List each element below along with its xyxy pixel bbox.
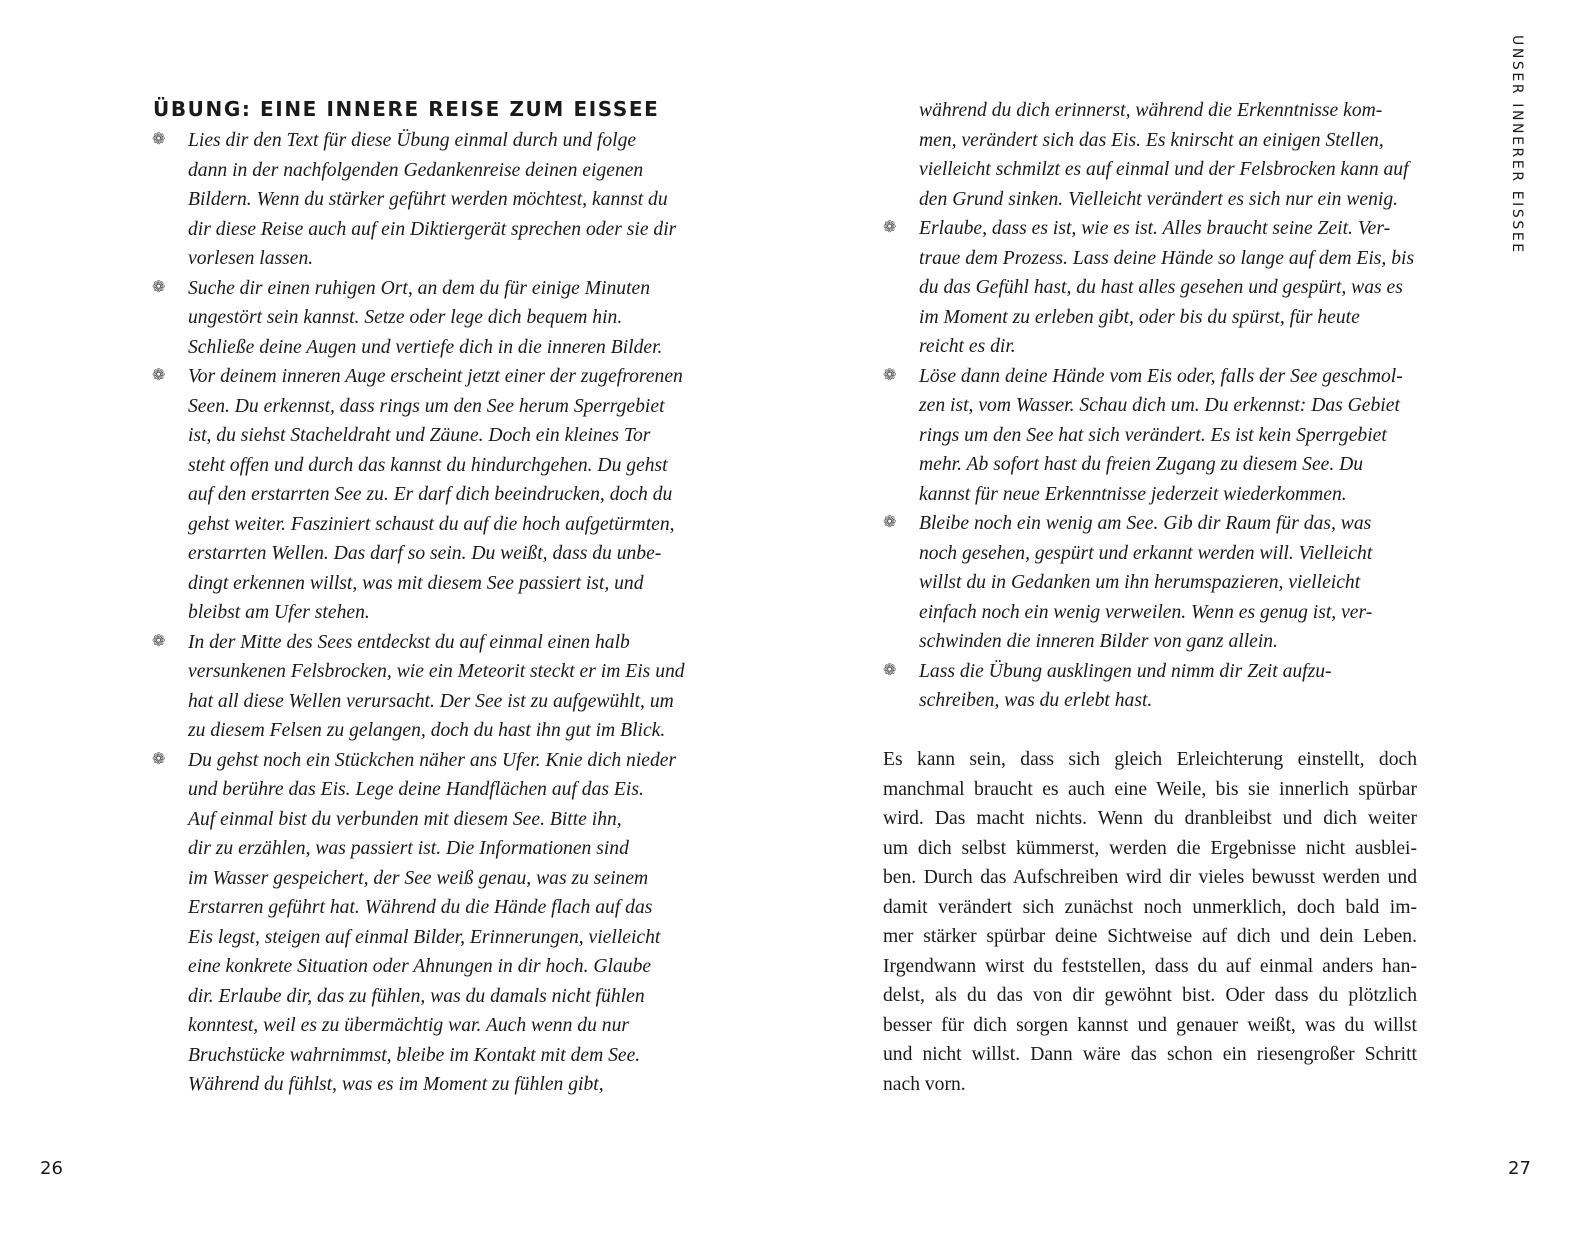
- text-line: erstarrten Wellen. Das darf so sein. Du weißt, dass du unbe-: [188, 543, 662, 564]
- text-line: zu diesem Felsen zu gelangen, doch du hast ihn gut im Blick.: [188, 720, 666, 741]
- text-line: versunkenen Felsbrocken, wie ein Meteorit steckt er im Eis und: [188, 661, 685, 682]
- running-head: UNSER INNERER EISSEE: [1509, 35, 1525, 255]
- text-line: Erstarren geführt hat. Während du die Hände flach auf das: [188, 897, 653, 918]
- text-line: dir diese Reise auch auf ein Diktiergerät sprechen oder sie dir: [188, 218, 677, 240]
- flower-bullet-icon: ❁: [883, 217, 897, 236]
- text-line: ist, du siehst Stacheldraht und Zäune. Doch ein kleines Tor: [188, 425, 651, 446]
- text-line: kannst für neue Erkenntnisse jederzeit wiederkommen.: [919, 483, 1347, 505]
- flower-bullet-icon: ❁: [152, 630, 166, 650]
- text-line: ungestört sein kannst. Setze oder lege dich bequem hin.: [188, 307, 623, 328]
- list-item: [152, 362, 712, 628]
- text-line: noch gesehen, gespürt und erkannt werden will. Vielleicht: [919, 542, 1373, 564]
- list-item: [152, 274, 712, 363]
- paragraph-line: mer stärker spürbar deine Sichtweise auf dich und dein Leben.: [883, 926, 1417, 947]
- text-line: Bruchstücke wahrnimmst, bleibe im Kontakt mit dem See.: [188, 1044, 641, 1066]
- paragraph-line: manchmal braucht es auch eine Weile, bis sie innerlich spürbar: [883, 778, 1417, 800]
- list-item: [152, 126, 712, 274]
- list-item: [152, 628, 712, 746]
- text-line: dir zu erzählen, was passiert ist. Die Informationen sind: [188, 838, 629, 859]
- text-line: schreiben, was du erlebt hast.: [919, 690, 1153, 711]
- paragraph-line: Irgendwann wirst du feststellen, dass du auf einmal anders han-: [883, 955, 1417, 977]
- text-line: Löse dann deine Hände vom Eis oder, falls der See geschmol-: [919, 365, 1403, 387]
- text-line: Während du fühlst, was es im Moment zu fühlen gibt,: [188, 1074, 604, 1095]
- text-line: Auf einmal bist du verbunden mit diesem See. Bitte ihn,: [188, 808, 622, 830]
- text-line: Lass die Übung ausklingen und nimm dir Zeit aufzu-: [919, 660, 1332, 682]
- paragraph-line: besser für dich sorgen kannst und genauer weißt, was du willst: [883, 1014, 1417, 1036]
- text-line: im Moment zu erleben gibt, oder bis du spürst, für heute: [919, 306, 1360, 328]
- text-line: während du dich erinnerst, während die Erkenntnisse kom-: [919, 100, 1383, 121]
- text-line: Bleibe noch ein wenig am See. Gib dir Raum für das, was: [919, 513, 1372, 534]
- text-line: traue dem Prozess. Lass deine Hände so lange auf dem Eis, bis: [919, 247, 1415, 269]
- text-line: konntest, weil es zu übermächtig war. Auch wenn du nur: [188, 1015, 630, 1036]
- left-bullet-list: [152, 126, 712, 1100]
- flower-bullet-icon: ❁: [883, 364, 897, 384]
- paragraph-line: ben. Durch das Aufschreiben wird dir vieles bewusst werden und: [883, 867, 1417, 888]
- exercise-title: ÜBUNG: EINE INNERE REISE ZUM EISSEE: [153, 97, 660, 121]
- paragraph-line: wird. Das macht nichts. Wenn du dranbleibst und dich weiter: [883, 808, 1417, 829]
- flower-bullet-icon: ❁: [883, 512, 897, 531]
- text-line: dann in der nachfolgenden Gedankenreise deinen eigenen: [188, 159, 644, 181]
- flower-bullet-icon: ❁: [883, 659, 897, 679]
- text-line: Erlaube, dass es ist, wie es ist. Alles braucht seine Zeit. Ver-: [919, 218, 1391, 239]
- text-line: steht offen und durch das kannst du hindurchgehen. Du gehst: [188, 454, 668, 476]
- text-line: du das Gefühl hast, du hast alles gesehen und gespürt, was es: [919, 277, 1403, 298]
- text-line: Seen. Du erkennst, dass rings um den See herum Sperrgebiet: [188, 395, 665, 417]
- paragraph-line: nach vorn.: [883, 1073, 966, 1095]
- text-line: men, verändert sich das Eis. Es knirscht an einigen Stellen,: [919, 129, 1384, 151]
- text-line: Du gehst noch ein Stückchen näher ans Ufer. Knie dich nieder: [188, 749, 677, 771]
- text-line: willst du in Gedanken um ihn herumspazieren, vielleicht: [919, 572, 1361, 593]
- text-line: auf den erstarrten See zu. Er darf dich beeindrucken, doch du: [188, 484, 673, 505]
- paragraph-line: und nicht willst. Dann wäre das schon ein riesengroßer Schritt: [883, 1044, 1417, 1065]
- paragraph-line: delst, als du das von dir gewöhnt bist. Oder dass du plötzlich: [883, 985, 1417, 1006]
- text-line: rings um den See hat sich verändert. Es ist kein Sperrgebiet: [919, 424, 1387, 446]
- body-paragraph: [883, 745, 1417, 1099]
- list-item: [883, 509, 1443, 657]
- list-item: [152, 746, 712, 1100]
- text-line: hat all diese Wellen verursacht. Der See ist zu aufgewühlt, um: [188, 690, 674, 712]
- text-line: Eis legst, steigen auf einmal Bilder, Erinnerungen, vielleicht: [188, 926, 661, 948]
- text-line: dir. Erlaube dir, das zu fühlen, was du damals nicht fühlen: [188, 985, 645, 1007]
- page-number-left: 26: [40, 1158, 63, 1179]
- text-line: reicht es dir.: [919, 336, 1016, 357]
- text-line: In der Mitte des Sees entdeckst du auf einmal einen halb: [188, 631, 630, 653]
- text-line: eine konkrete Situation oder Ahnungen in dir hoch. Glaube: [188, 956, 652, 977]
- text-line: gehst weiter. Fasziniert schaust du auf die hoch aufgetürmten,: [188, 513, 675, 535]
- text-line: Schließe deine Augen und vertiefe dich in die inneren Bilder.: [188, 336, 663, 358]
- right-bullet-list: [883, 96, 1443, 716]
- list-item: [883, 362, 1443, 510]
- text-line: den Grund sinken. Vielleicht verändert es sich nur ein wenig.: [919, 188, 1399, 210]
- list-item: [883, 214, 1443, 362]
- page-number-right: 27: [1508, 1158, 1531, 1179]
- text-line: Lies dir den Text für diese Übung einmal durch und folge: [188, 130, 637, 151]
- text-line: Bildern. Wenn du stärker geführt werden möchtest, kannst du: [188, 189, 668, 210]
- list-item: [883, 657, 1443, 716]
- list-item: [883, 96, 1443, 214]
- flower-bullet-icon: ❁: [152, 276, 166, 296]
- text-line: einfach noch ein wenig verweilen. Wenn es genug ist, ver-: [919, 601, 1373, 623]
- text-line: mehr. Ab sofort hast du freien Zugang zu diesem See. Du: [919, 454, 1364, 475]
- text-line: bleibst am Ufer stehen.: [188, 602, 370, 623]
- flower-bullet-icon: ❁: [152, 129, 166, 148]
- text-line: vielleicht schmilzt es auf einmal und der Felsbrocken kann auf: [919, 159, 1409, 180]
- text-line: im Wasser gespeichert, der See weiß genau, was zu seinem: [188, 867, 649, 889]
- paragraph-line: Es kann sein, dass sich gleich Erleichterung einstellt, doch: [883, 749, 1417, 770]
- text-line: Suche dir einen ruhigen Ort, an dem du für einige Minuten: [188, 277, 651, 299]
- text-line: vorlesen lassen.: [188, 248, 314, 269]
- paragraph-line: damit verändert sich zunächst noch unmerklich, doch bald im-: [883, 896, 1417, 918]
- text-line: Vor deinem inneren Auge erscheint jetzt einer der zugefrorenen: [188, 366, 683, 387]
- text-line: zen ist, vom Wasser. Schau dich um. Du erkennst: Das Gebiet: [919, 395, 1400, 416]
- flower-bullet-icon: ❁: [152, 365, 166, 384]
- text-line: schwinden die inneren Bilder von ganz allein.: [919, 631, 1278, 652]
- paragraph-line: um dich selbst kümmerst, werden die Ergebnisse nicht ausblei-: [883, 837, 1417, 859]
- flower-bullet-icon: ❁: [152, 748, 166, 768]
- text-line: und berühre das Eis. Lege deine Handflächen auf das Eis.: [188, 779, 644, 800]
- text-line: dingt erkennen willst, was mit diesem See passiert ist, und: [188, 572, 644, 594]
